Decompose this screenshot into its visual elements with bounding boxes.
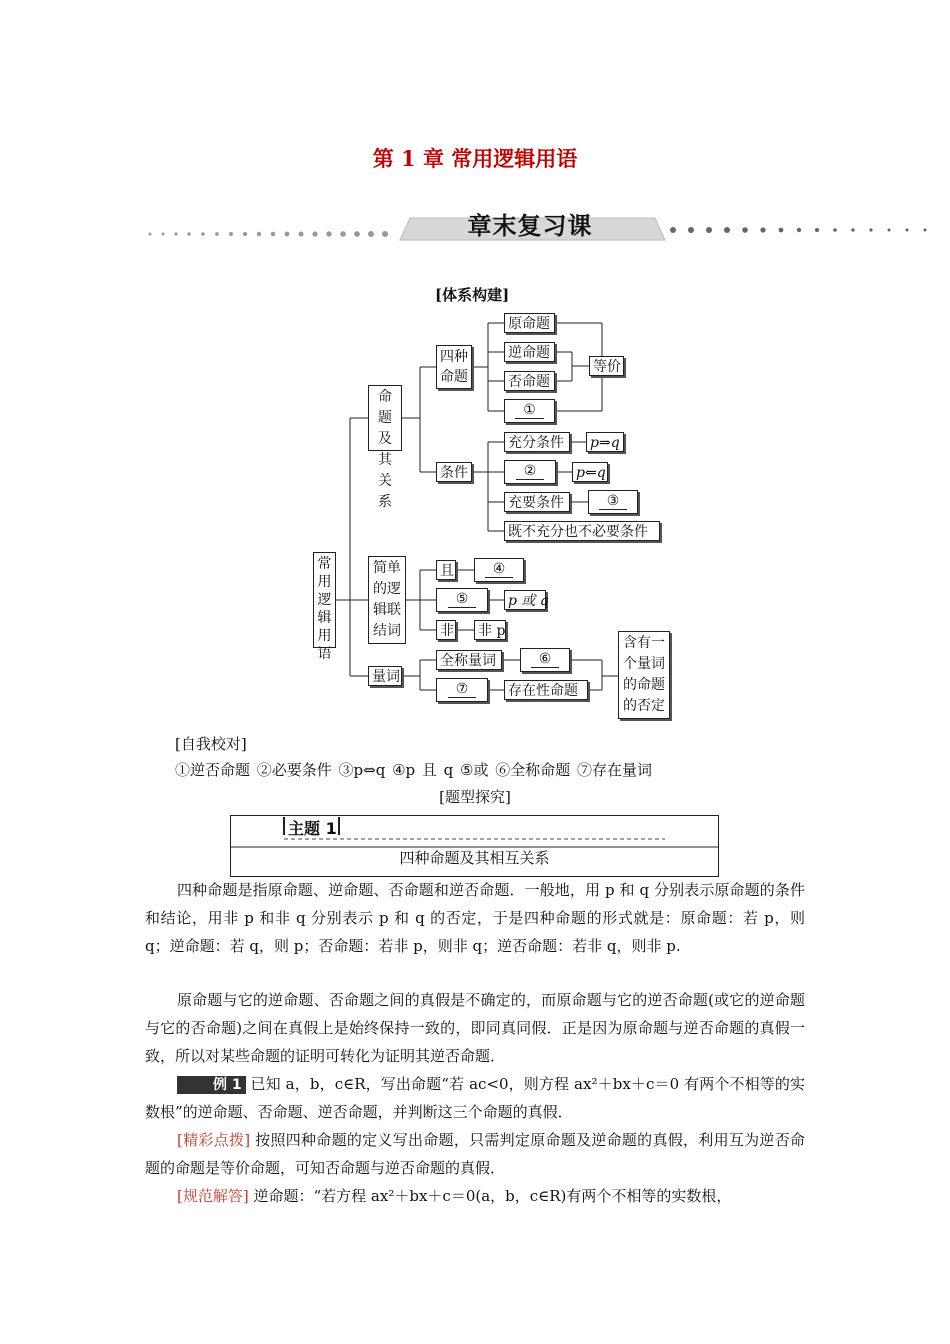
node-blank-6: [520, 648, 570, 672]
solution-block: [145, 1182, 805, 1210]
node-conditions: 条件: [436, 462, 472, 482]
topic-tag: 主题 1: [288, 819, 337, 838]
node-existential: 存在性命题: [504, 680, 588, 700]
explore-label: [题型探究]: [439, 788, 511, 806]
blank-7-label: ⑦: [448, 681, 477, 698]
section-label-structure: [体系构建]: [435, 286, 510, 304]
node-p-from-q: p⇐q: [572, 462, 608, 482]
example-block: [145, 1070, 805, 1126]
node-neither: 既不充分也不必要条件: [504, 521, 660, 541]
node-blank-3: [588, 490, 638, 514]
blank-3-label: ③: [599, 493, 628, 510]
node-universal: 全称量词: [436, 650, 502, 670]
self-check-label: [自我校对]: [175, 735, 247, 753]
node-logical-connectives: 简单的逻辑联结词: [368, 556, 406, 644]
paragraph-four-propositions: 四种命题是指原命题、逆命题、否命题和逆否命题．一般地，用 p 和 q 分别表示原命题的条件和结论，用非 p 和非 q 分别表示 p 和 q 的否定，于是四种命题的形式就是：原命题：若 p，则 q；逆命题：若 q，则 p；否命题：若非 p，则非 q；逆否命题：若非 q，则非 p.: [145, 881, 805, 955]
node-four-propositions: 四种命题: [436, 345, 472, 389]
node-quantifiers: 量词: [368, 666, 402, 686]
node-blank-5: [436, 588, 488, 612]
node-blank-4: [474, 558, 524, 582]
hint-label: [精彩点拨]: [177, 1131, 251, 1149]
solution-label: [规范解答]: [177, 1187, 249, 1205]
node-converse: 逆命题: [504, 342, 555, 362]
node-propositions-relations: 命题及其关系: [368, 385, 402, 451]
node-equivalent: 等价: [589, 356, 624, 376]
node-not: 非: [436, 620, 456, 640]
node-root: 常用逻辑用语: [313, 552, 336, 648]
hint-block: [145, 1126, 805, 1182]
node-inverse: 否命题: [504, 371, 555, 391]
node-necessary-sufficient: 充要条件: [504, 492, 570, 512]
blank-4-label: ④: [485, 561, 514, 578]
blank-2-label: ②: [516, 463, 545, 480]
blank-1-label: ①: [515, 402, 544, 419]
chapter-title: 第 1 章 常用逻辑用语: [372, 146, 578, 171]
node-p-implies-q: p⇒q: [586, 432, 624, 452]
hint-text: 按照四种命题的定义写出命题，只需判定原命题及逆命题的真假，利用互为逆否命题的命题是等价命题，可知否命题与逆否命题的真假．: [145, 1131, 805, 1177]
blank-6-label: ⑥: [531, 651, 560, 668]
node-negation: 含有一个量词的命题的否定: [618, 631, 670, 719]
solution-text: 逆命题：“若方程 ax²＋bx＋c＝0(a，b，c∈R)有两个不相等的实数根，: [253, 1187, 732, 1205]
node-sufficient: 充分条件: [504, 432, 570, 452]
paragraph-truth-relations: 原命题与它的逆命题、否命题之间的真假是不确定的，而原命题与它的逆否命题(或它的逆命题与它的否命题)之间在真假上是始终保持一致的，即同真同假．正是因为原命题与逆否命题的真假一致，所以对某些命题的证明可转化为证明其逆否命题．: [145, 991, 805, 1065]
banner-title: 章末复习课: [467, 212, 593, 240]
node-original: 原命题: [504, 313, 555, 333]
node-blank-7: [436, 678, 488, 702]
node-not-p: 非 p: [474, 620, 506, 640]
node-blank-2: [504, 460, 556, 484]
node-and: 且: [436, 560, 456, 580]
node-blank-1: [504, 399, 555, 423]
example-badge: 例 1: [177, 1076, 246, 1094]
self-check-answers: ①逆否命题 ②必要条件 ③p⇔q ④p 且 q ⑤或 ⑥全称命题 ⑦存在量词: [175, 761, 653, 779]
example-text: 已知 a，b，c∈R，写出命题“若 ac<0，则方程 ax²＋bx＋c＝0 有两个不相等的实数根”的逆命题、否命题、逆否命题，并判断这三个命题的真假．: [145, 1075, 805, 1121]
blank-5-label: ⑤: [448, 591, 477, 608]
node-p-or-q: p 或 q: [504, 590, 546, 610]
topic-subtitle: 四种命题及其相互关系: [399, 849, 550, 867]
